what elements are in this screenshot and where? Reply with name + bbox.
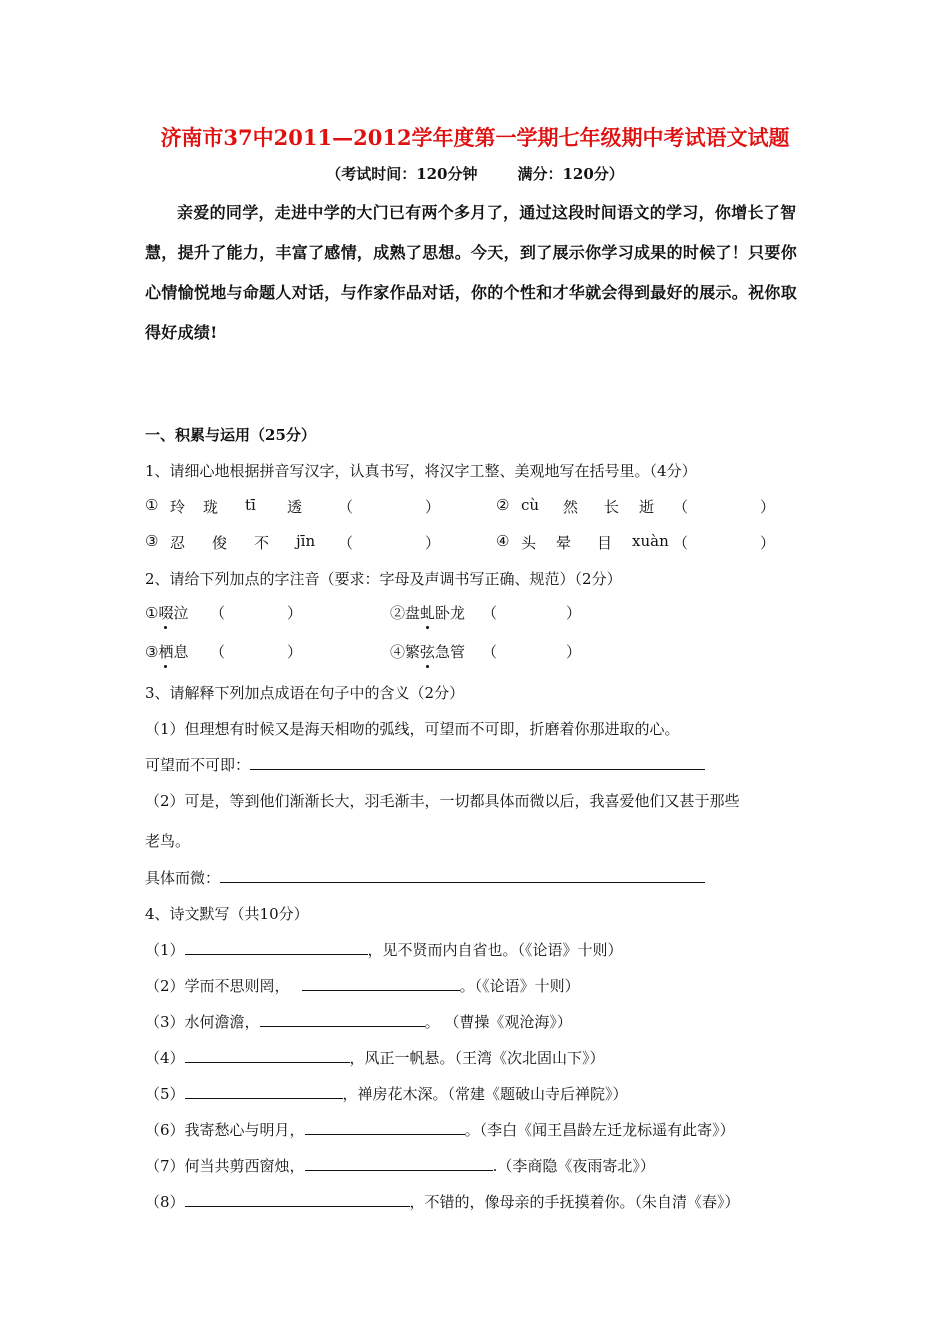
q1-answer-box-4[interactable] xyxy=(685,528,755,550)
dotted-char: 虬 xyxy=(420,604,436,622)
q4-blank-7[interactable] xyxy=(305,1156,493,1171)
q4-line-8: （8） ，不错的，像母亲的手抚摸着你。（朱自清《春》） xyxy=(145,1193,740,1211)
q4-line-2: （2）学而不思则罔， 。（《论语》十则） xyxy=(145,977,580,995)
q3-sentence-1: （1）但理想有时候又是海天相吻的弧线，可望而不可即，折磨着你那进取的心。 xyxy=(145,720,680,738)
q1-answer-box-2[interactable] xyxy=(685,492,755,514)
q2-answer-box-3[interactable] xyxy=(222,637,282,659)
q3-answer-line-2[interactable] xyxy=(220,868,705,883)
full-score: 满分：120分） xyxy=(517,165,624,183)
intro-paragraph: 亲爱的同学，走进中学的大门已有两个多月了，通过这段时间语文的学习，你增长了智慧，提升了能力，丰富了感情，成熟了思想。今天，到了展示你学习成果的时候了！只要你心情愉悦地与命题人对话，与作家作品对话，你的个性和才华就会得到最好的展示。祝你取得好成绩! xyxy=(145,203,798,342)
q4-blank-5[interactable] xyxy=(185,1084,343,1099)
q1-prompt: 1、请细心地根据拼音写汉字，认真书写，将汉字工整、美观地写在括号里。（4分） xyxy=(145,462,697,480)
dotted-char: 栖 xyxy=(158,643,174,661)
q4-line-4: （4） ，风正一帆悬。（王湾《次北固山下》） xyxy=(145,1049,605,1067)
q4-blank-6[interactable] xyxy=(305,1120,465,1135)
section-heading: 一、积累与运用（25分） xyxy=(145,426,316,444)
q4-line-1: （1） ，见不贤而内自省也。（《论语》十则） xyxy=(145,941,623,959)
q4-blank-8[interactable] xyxy=(185,1192,410,1207)
exam-info xyxy=(0,163,950,184)
q1-answer-box-1[interactable] xyxy=(350,492,420,514)
q4-blank-4[interactable] xyxy=(185,1048,350,1063)
dotted-char: 弦 xyxy=(420,643,436,661)
dotted-char: 啜 xyxy=(158,604,174,622)
q3-sentence-2: （2）可是，等到他们渐渐长大，羽毛渐丰，一切都具体而微以后，我喜爱他们又甚于那些 xyxy=(145,792,740,810)
q2-answer-box-2[interactable] xyxy=(494,598,562,620)
q4-line-3: （3）水何澹澹， 。 （曹操《观沧海》） xyxy=(145,1013,572,1031)
q4-prompt: 4、诗文默写（共10分） xyxy=(145,905,309,923)
q3-prompt: 3、请解释下列加点成语在句子中的含义（2分） xyxy=(145,684,465,702)
exam-time: （考试时间：120分钟 xyxy=(326,165,478,183)
q3-answer-line-1[interactable] xyxy=(250,755,705,770)
q4-line-7: （7）何当共剪西窗烛， .（李商隐《夜雨寄北》） xyxy=(145,1157,655,1175)
q4-blank-2[interactable] xyxy=(302,976,460,991)
exam-title: 济南市37中2011—2012学年度第一学期七年级期中考试语文试题 xyxy=(160,125,790,150)
q2-answer-box-4[interactable] xyxy=(494,637,562,659)
q4-line-5: （5） ，禅房花木深。（常建《题破山寺后禅院》） xyxy=(145,1085,628,1103)
q4-line-6: （6）我寄愁心与明月， 。（李白《闻王昌龄左迁龙标遥有此寄》） xyxy=(145,1121,735,1139)
q4-blank-1[interactable] xyxy=(185,940,368,955)
q2-answer-box-1[interactable] xyxy=(222,598,282,620)
q1-answer-box-3[interactable] xyxy=(350,528,420,550)
q3-answer-2: 具体而微： xyxy=(145,867,705,888)
q2-prompt: 2、请给下列加点的字注音（要求：字母及声调书写正确、规范）（2分） xyxy=(145,570,622,588)
q3-sentence-2-cont: 老鸟。 xyxy=(145,832,191,850)
q4-blank-3[interactable] xyxy=(260,1012,425,1027)
q3-answer-1: 可望而不可即： xyxy=(145,754,705,775)
